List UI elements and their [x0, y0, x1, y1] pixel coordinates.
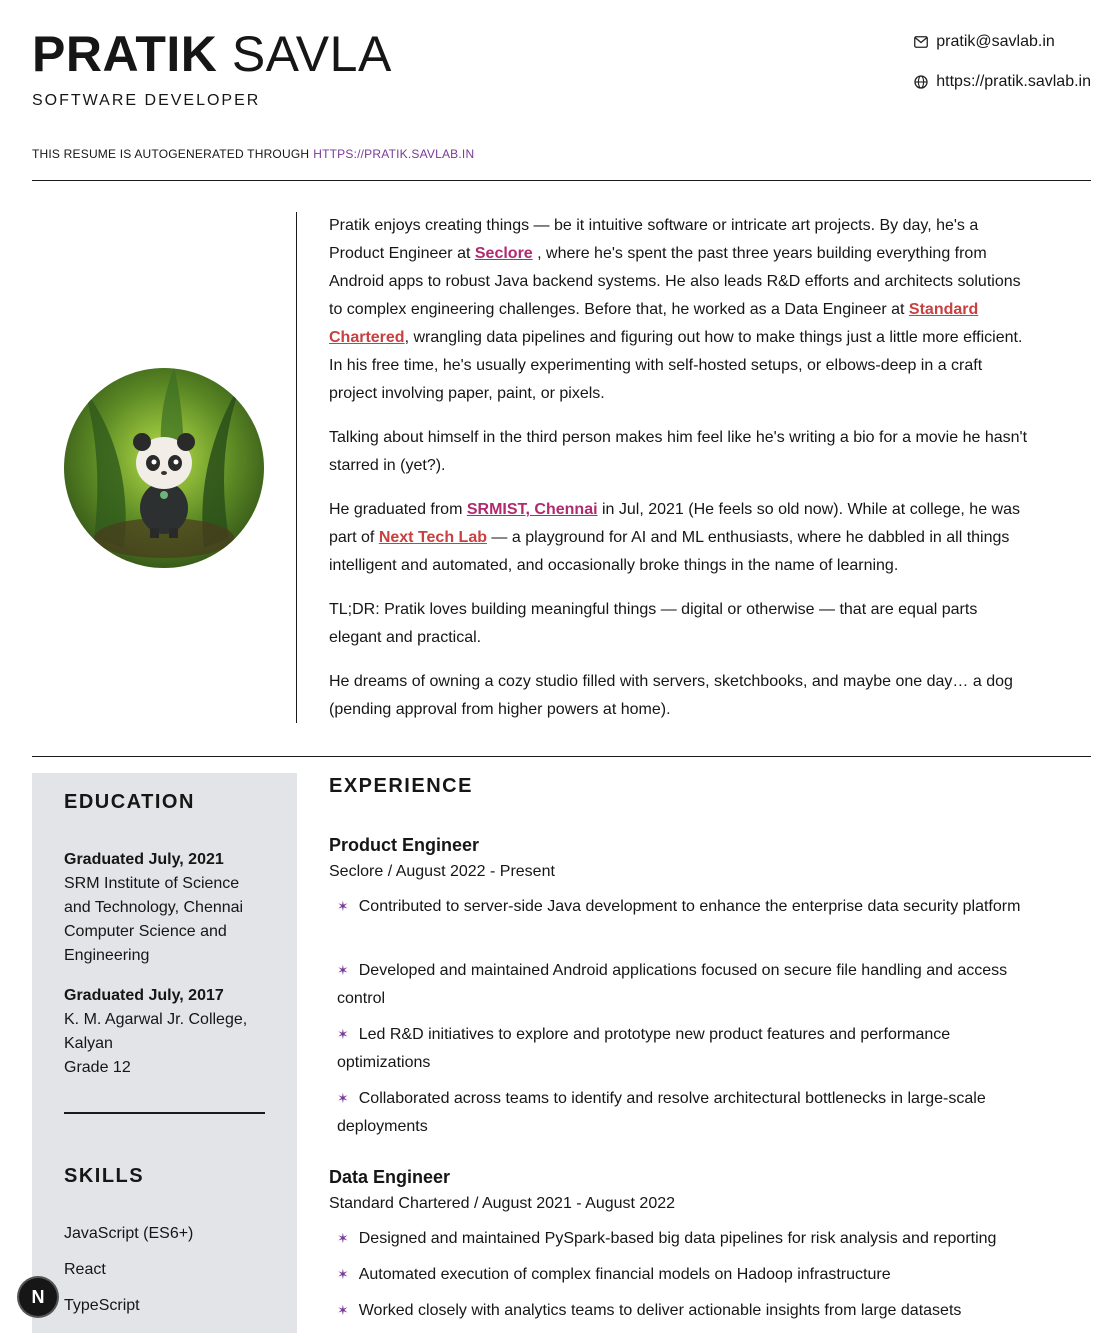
- job-bullet: ✶ Contributed to server-side Java development to enhance the enterprise data security platform: [337, 898, 1021, 915]
- autogen-text: THIS RESUME IS AUTOGENERATED THROUGH: [32, 147, 310, 161]
- school-name: SRM Institute of Science and Technology, Chennai: [64, 875, 244, 916]
- skill-item: TypeScript: [64, 1297, 140, 1314]
- avatar: [64, 368, 264, 568]
- sidebar-divider: [64, 1112, 265, 1114]
- srmist-link[interactable]: SRMIST, Chennai: [466, 501, 598, 518]
- job-bullet: ✶ Developed and maintained Android applications focused on secure file handling and access control: [337, 962, 1008, 1007]
- website-contact[interactable]: [914, 72, 1091, 92]
- skill-item: JavaScript (ES6+): [64, 1225, 194, 1242]
- standard-chartered-link[interactable]: Standard Chartered: [329, 301, 979, 346]
- education-item: [64, 848, 265, 968]
- sparkle-icon: ✶: [337, 1026, 349, 1042]
- last-name: SAVLA: [231, 26, 392, 82]
- job-meta: Seclore / August 2022 - Present: [329, 863, 555, 880]
- globe-icon: [914, 75, 928, 89]
- job-meta: Standard Chartered / August 2021 - August 2022: [329, 1195, 676, 1212]
- email-contact[interactable]: [914, 32, 1091, 52]
- resume-header: [32, 26, 1091, 181]
- skill-item: React: [64, 1261, 106, 1278]
- job-bullet: ✶ Led R&D initiatives to explore and prototype new product features and performance optimizations: [337, 1026, 951, 1071]
- next-tech-lab-link[interactable]: Next Tech Lab: [378, 529, 487, 546]
- education-heading: EDUCATION: [64, 791, 195, 813]
- avatar-column: [32, 212, 297, 723]
- job-bullet: ✶ Worked closely with analytics teams to deliver actionable insights from large datasets: [337, 1302, 962, 1319]
- sparkle-icon: ✶: [337, 898, 349, 914]
- sparkle-icon: ✶: [337, 962, 349, 978]
- email-link[interactable]: pratik@savlab.in: [936, 33, 1055, 50]
- mail-icon: [914, 36, 928, 48]
- school-name: K. M. Agarwal Jr. College, Kalyan: [64, 1011, 248, 1052]
- job-title: Product Engineer: [329, 835, 480, 855]
- degree: Computer Science and Engineering: [64, 923, 227, 964]
- bio-paragraph: He graduated from SRMIST, Chennai in Jul, 2021 (He feels so old now). While at college, he was part of Next Tech Lab — a playground for AI and ML enthusiasts, where he dabbled in all things intelligent and automated, and occasionally broke things in the name of learning.: [329, 501, 1020, 574]
- degree: Grade 12: [64, 1059, 131, 1076]
- bio-paragraph: Talking about himself in the third person makes him feel like he's writing a bio for a movie he hasn't starred in (yet?).: [329, 429, 1028, 474]
- sparkle-icon: ✶: [337, 1230, 349, 1246]
- sparkle-icon: ✶: [337, 1266, 349, 1282]
- sparkle-icon: ✶: [337, 1302, 349, 1318]
- website-link[interactable]: https://pratik.savlab.in: [936, 73, 1091, 90]
- autogen-link[interactable]: HTTPS://PRATIK.SAVLAB.IN: [313, 147, 475, 161]
- seclore-link[interactable]: Seclore: [474, 245, 533, 262]
- sidebar: [32, 773, 297, 1333]
- role-subtitle: SOFTWARE DEVELOPER: [32, 92, 261, 109]
- job-title: Data Engineer: [329, 1167, 451, 1187]
- job-bullet: ✶ Collaborated across teams to identify and resolve architectural bottlenecks in large-scale deployments: [337, 1090, 986, 1135]
- skills-heading: SKILLS: [64, 1165, 145, 1187]
- first-name: PRATIK: [32, 26, 218, 82]
- graduation-date: Graduated July, 2017: [64, 987, 224, 1004]
- about-section: [32, 212, 1091, 757]
- experience-heading: EXPERIENCE: [329, 775, 473, 797]
- bio-paragraph: TL;DR: Pratik loves building meaningful things — digital or otherwise — that are equal parts elegant and practical.: [329, 601, 978, 646]
- job-bullet: ✶ Automated execution of complex financial models on Hadoop infrastructure: [337, 1266, 891, 1283]
- job-bullet: ✶ Designed and maintained PySpark-based big data pipelines for risk analysis and reporting: [337, 1230, 997, 1247]
- sparkle-icon: ✶: [337, 1090, 349, 1106]
- bio-paragraph: Pratik enjoys creating things — be it intuitive software or intricate art projects. By day, he's a Product Engineer at Seclore , where he's spent the past three years building everything from Android apps to robust Java backend systems. He also leads R&D efforts and architects solutions to complex engineering challenges. Before that, he worked as a Data Engineer at Standard Chartered, wrangling data pipelines and figuring out how to make things just a little more efficient. In his free time, he's usually experimenting with self-hosted setups, or elbows-deep in a craft project involving paper, paint, or pixels.: [329, 217, 1023, 402]
- contact-info: [914, 32, 1091, 112]
- bio-paragraph: He dreams of owning a cozy studio filled with servers, sketchbooks, and maybe one day… a dog (pending approval from higher powers at home).: [329, 673, 1013, 718]
- education-item: [64, 984, 265, 1080]
- page-title: [32, 26, 392, 82]
- graduation-date: Graduated July, 2021: [64, 851, 224, 868]
- autogen-note: [32, 147, 474, 161]
- bio-text: [329, 212, 1029, 740]
- framework-badge-button[interactable]: N: [19, 1278, 57, 1316]
